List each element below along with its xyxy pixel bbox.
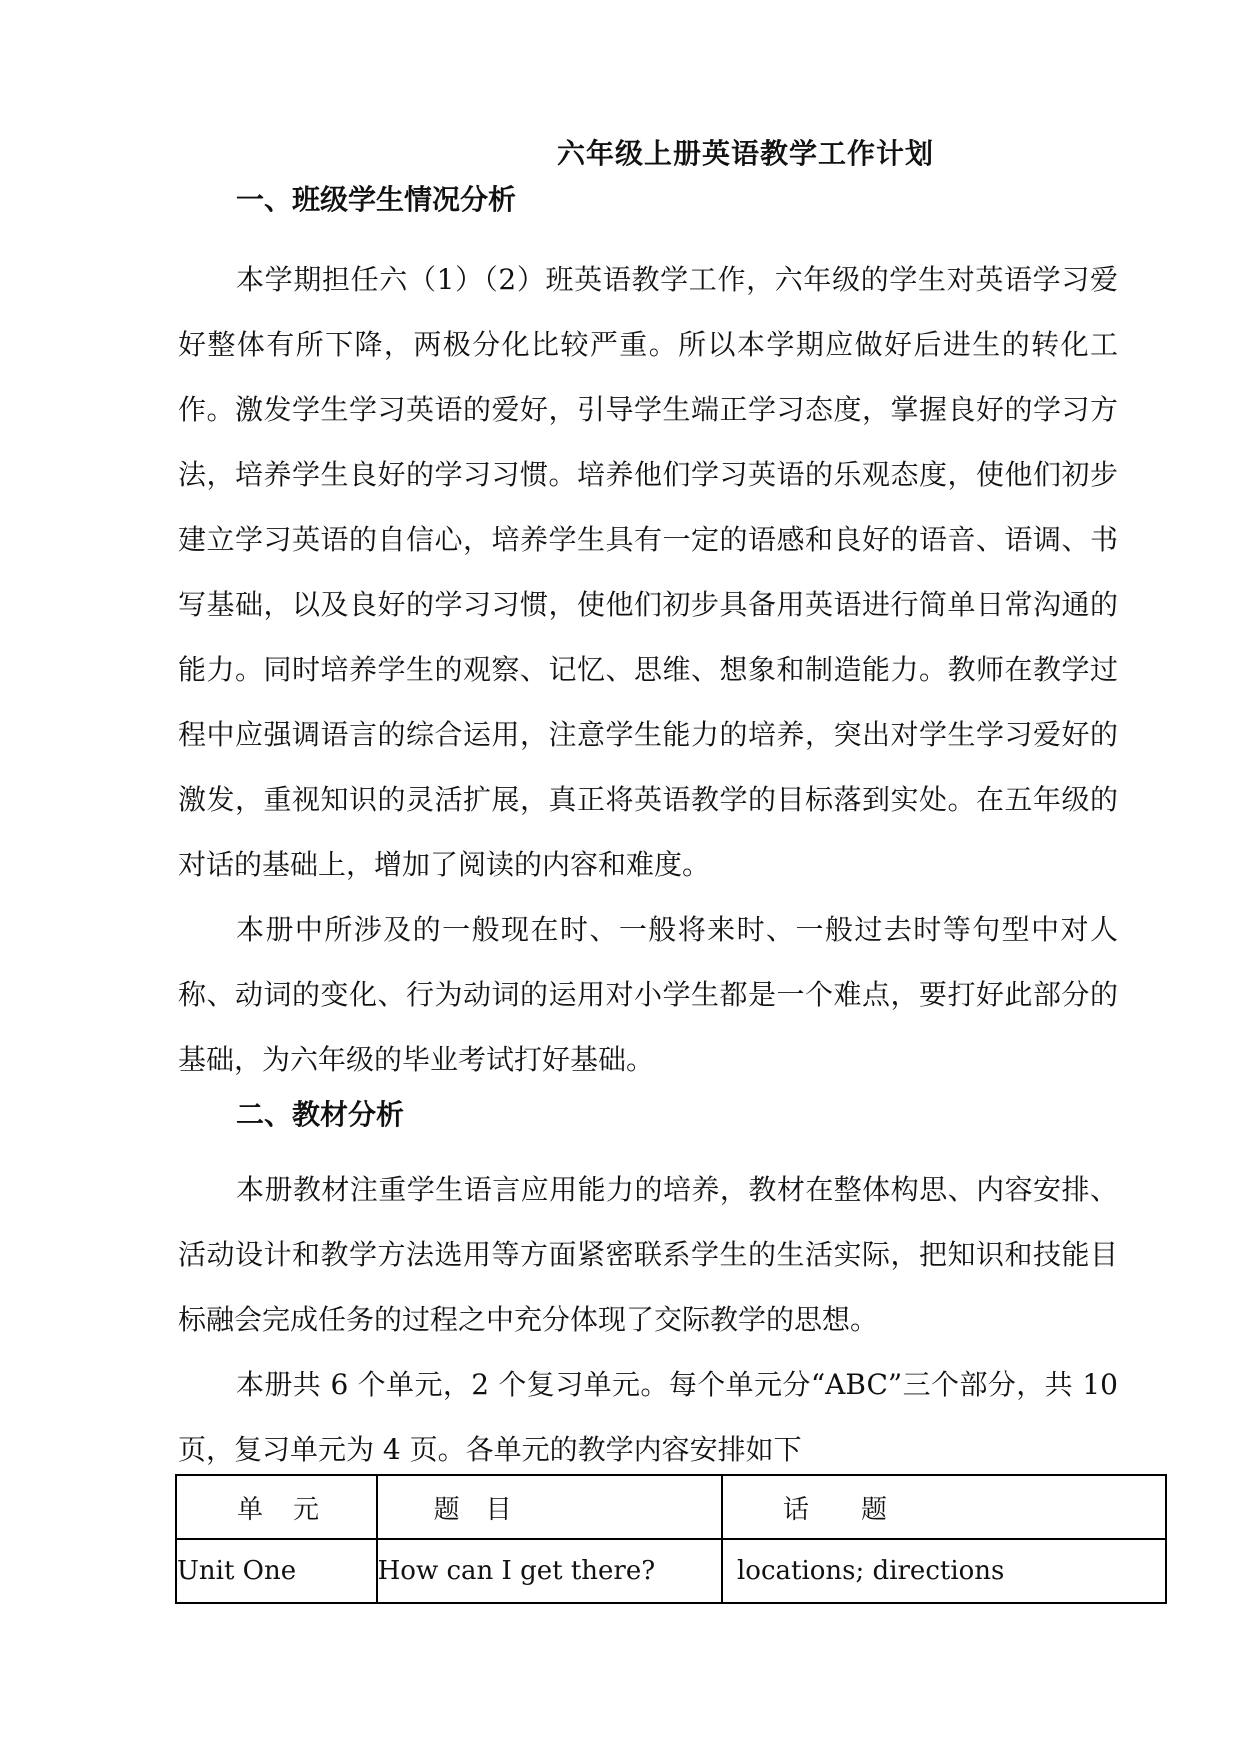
section2-paragraph-2: 本册共 6 个单元，2 个复习单元。每个单元分“ABC”三个部分，共 10 页，复习单元为 4 页。各单元的教学内容安排如下 bbox=[178, 1368, 1118, 1466]
section1-paragraph-2: 本册中所涉及的一般现在时、一般将来时、一般过去时等句型中对人称、动词的变化、行为动词的运用对小学生都是一个难点，要打好此部分的基础，为六年级的毕业考试打好基础。 bbox=[178, 913, 1118, 1076]
cell-title: How can I get there? bbox=[377, 1539, 722, 1603]
cell-topic: locations; directions bbox=[722, 1539, 1166, 1603]
document-title: 六年级上册英语教学工作计划 bbox=[556, 137, 934, 170]
section2-paragraph-1: 本册教材注重学生语言应用能力的培养，教材在整体构思、内容安排、活动设计和教学方法选用等方面紧密联系学生的生活实际，把知识和技能目标融会完成任务的过程之中充分体现了交际教学的思想。 bbox=[178, 1173, 1118, 1336]
section1-paragraph-1: 本学期担任六（1）（2）班英语教学工作，六年级的学生对英语学习爱好整体有所下降，两极分化比较严重。所以本学期应做好后进生的转化工作。激发学生学习英语的爱好，引导学生端正学习态度，掌握良好的学习方法，培养学生良好的学习习惯。培养他们学习英语的乐观态度，使他们初步建立学习英语的自信心，培养学生具有一定的语感和良好的语音、语调、书写基础，以及良好的学习习惯，使他们初步具备用英语进行简单日常沟通的能力。同时培养学生的观察、记忆、思维、想象和制造能力。教师在教学过程中应强调语言的综合运用，注意学生能力的培养，突出对学生学习爱好的激发，重视知识的灵活扩展，真正将英语教学的目标落到实处。在五年级的对话的基础上，增加了阅读的内容和难度。 bbox=[178, 263, 1118, 881]
section1-heading: 一、班级学生情况分析 bbox=[236, 183, 517, 216]
section2-heading: 二、教材分析 bbox=[236, 1098, 405, 1131]
table-header-row bbox=[176, 1475, 1166, 1539]
table-row bbox=[176, 1539, 1166, 1603]
cell-unit: Unit One bbox=[176, 1539, 377, 1603]
header-title: 题 目 bbox=[377, 1475, 722, 1539]
unit-content-table bbox=[175, 1474, 1167, 1604]
header-topic: 话 题 bbox=[722, 1475, 1166, 1539]
header-unit: 单 元 bbox=[176, 1475, 377, 1539]
